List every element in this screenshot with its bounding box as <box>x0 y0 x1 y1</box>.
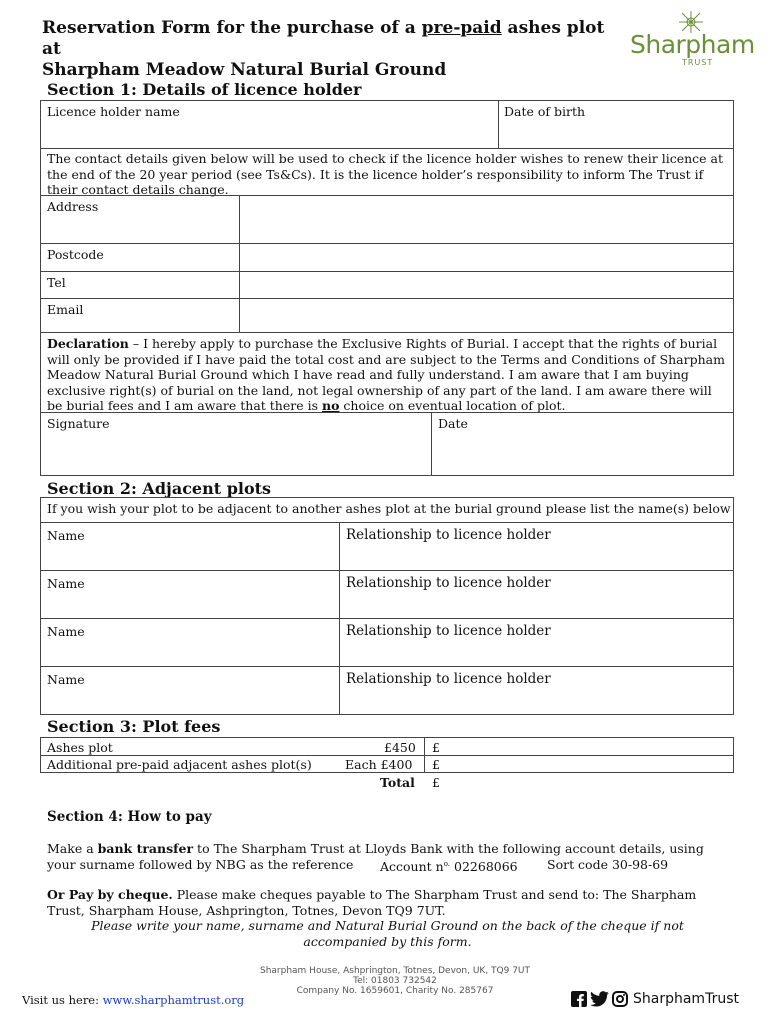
fee-total-adjacent-plot[interactable]: £ <box>432 757 440 772</box>
signature-label: Signature <box>47 416 110 431</box>
adjacent-relationship-label: Relationship to licence holder <box>346 671 551 687</box>
fee-price-ashes-plot: £450 <box>384 740 416 755</box>
fee-total-label: Total <box>380 775 415 790</box>
instagram-icon[interactable] <box>612 991 628 1007</box>
declaration-no: no <box>321 398 340 413</box>
date-of-birth-field[interactable] <box>498 100 734 149</box>
adjacent-intro-box <box>40 497 734 523</box>
form-title: Reservation Form for the purchase of a pre-paid ashes plot at Sharpham Meadow Natural Burial Ground <box>42 18 605 80</box>
adjacent-name-label: Name <box>47 576 85 591</box>
account-number: Account $n^{o.}$ 02268066 <box>380 859 518 875</box>
postcode-label: Postcode <box>47 247 104 262</box>
email-label: Email <box>47 302 84 317</box>
fees-table-row-divider <box>40 755 734 756</box>
footer-tel: Tel: 01803 732542 <box>353 976 437 986</box>
social-handle: SharphamTrust <box>633 991 739 1007</box>
declaration-heading: Declaration <box>47 336 129 351</box>
contact-note: The contact details given below will be used to check if the licence holder wishes to renew their licence at the end of the 20 year period (see Ts&Cs). It is the licence holder’s responsibility to inform The Trust if their contact details change. <box>47 151 723 197</box>
adjacent-name-label: Name <box>47 624 85 639</box>
fee-item-adjacent-plot: Additional pre-paid adjacent ashes plot(s) <box>47 757 312 772</box>
address-field[interactable] <box>239 195 734 244</box>
website-link[interactable]: www.sharphamtrust.org <box>102 993 245 1007</box>
footer-visit-label: Visit us here: <box>22 993 103 1007</box>
title-underlined: pre-paid <box>421 18 502 38</box>
adjacent-relationship-field-1[interactable] <box>339 522 734 571</box>
adjacent-relationship-label: Relationship to licence holder <box>346 623 551 639</box>
cheque-bold: Or Pay by cheque. <box>47 887 173 902</box>
fee-total-value[interactable]: £ <box>432 775 440 790</box>
sort-code: Sort code 30-98-69 <box>547 857 669 872</box>
sharpham-logo <box>630 10 755 68</box>
adjacent-relationship-label: Relationship to licence holder <box>346 527 551 543</box>
licence-holder-name-label: Licence holder name <box>47 104 180 119</box>
social-links <box>571 990 739 1008</box>
address-label-cell <box>40 195 240 244</box>
cheque-text: Or Pay by cheque. Please make cheques payable to The Sharpham Trust and send to: The Sharpham Trust, Sharpham House, Ashprington, Totnes, Devon TQ9 7UT. <box>47 887 697 918</box>
footer-visit <box>22 993 244 1007</box>
tel-label: Tel <box>47 275 66 290</box>
twitter-icon[interactable] <box>590 991 609 1007</box>
footer-address-block <box>220 966 570 996</box>
adjacent-name-label: Name <box>47 528 85 543</box>
adjacent-relationship-field-4[interactable] <box>339 666 734 715</box>
adjacent-name-field-3[interactable] <box>40 618 340 667</box>
declaration-text: Declaration – I hereby apply to purchase the Exclusive Rights of Burial. I accept that the rights of burial will only be provided if I have paid the total cost and are subject to the Terms and Conditions of Sharpham Meadow Natural Burial Ground which I have read and fully understand. I am aware that I am buying exclusive right(s) of burial on the land, not legal ownership of any part of the land. I am aware there will be burial fees and I am aware that there is no choice on eventual location of plot. <box>47 336 725 413</box>
contact-note-box <box>40 148 734 196</box>
signature-date-label: Date <box>438 416 468 431</box>
logo-wordmark: Sharpham <box>630 30 755 59</box>
tel-field[interactable] <box>239 271 734 299</box>
cheque-note: Please write your name, surname and Natural Burial Ground on the back of the cheque if not accompanied by this form. <box>91 918 684 949</box>
signature-date-field[interactable] <box>431 412 734 476</box>
email-field[interactable] <box>239 298 734 333</box>
declaration-box <box>40 332 734 413</box>
postcode-label-cell <box>40 243 240 272</box>
date-of-birth-label: Date of birth <box>504 104 586 119</box>
fee-price-adjacent-plot: Each £400 <box>345 757 413 772</box>
adjacent-name-label: Name <box>47 672 85 687</box>
footer-company: Company No. 1659601, Charity No. 285767 <box>296 986 494 996</box>
email-label-cell <box>40 298 240 333</box>
adjacent-name-field-2[interactable] <box>40 570 340 619</box>
bank-transfer-text: Make a bank transfer to The Sharpham Trust at Lloyds Bank with the following account details, using <box>47 841 704 856</box>
footer-address: Sharpham House, Ashprington, Totnes, Devon, UK, TQ9 7UT <box>259 966 531 976</box>
postcode-field[interactable] <box>239 243 734 272</box>
bank-reference-text: your surname followed by NBG as the reference <box>47 857 354 872</box>
signature-field[interactable] <box>40 412 432 476</box>
logo-subtext: TRUST <box>682 58 714 67</box>
adjacent-relationship-field-2[interactable] <box>339 570 734 619</box>
fee-item-ashes-plot: Ashes plot <box>47 740 113 755</box>
licence-holder-name-field[interactable] <box>40 100 499 149</box>
section2-heading: Section 2: Adjacent plots <box>47 479 272 498</box>
section1-heading: Section 1: Details of licence holder <box>47 80 362 99</box>
address-label: Address <box>47 199 99 214</box>
adjacent-relationship-label: Relationship to licence holder <box>346 575 551 591</box>
section3-heading: Section 3: Plot fees <box>47 717 221 736</box>
tel-label-cell <box>40 271 240 299</box>
adjacent-name-field-1[interactable] <box>40 522 340 571</box>
bank-transfer-bold: bank transfer <box>97 841 194 856</box>
fee-total-ashes-plot[interactable]: £ <box>432 740 440 755</box>
facebook-icon[interactable] <box>571 991 587 1007</box>
adjacent-name-field-4[interactable] <box>40 666 340 715</box>
section4-heading: Section 4: How to pay <box>47 809 212 825</box>
adjacent-relationship-field-3[interactable] <box>339 618 734 667</box>
adjacent-intro: If you wish your plot to be adjacent to another ashes plot at the burial ground please list the name(s) below <box>47 501 731 516</box>
